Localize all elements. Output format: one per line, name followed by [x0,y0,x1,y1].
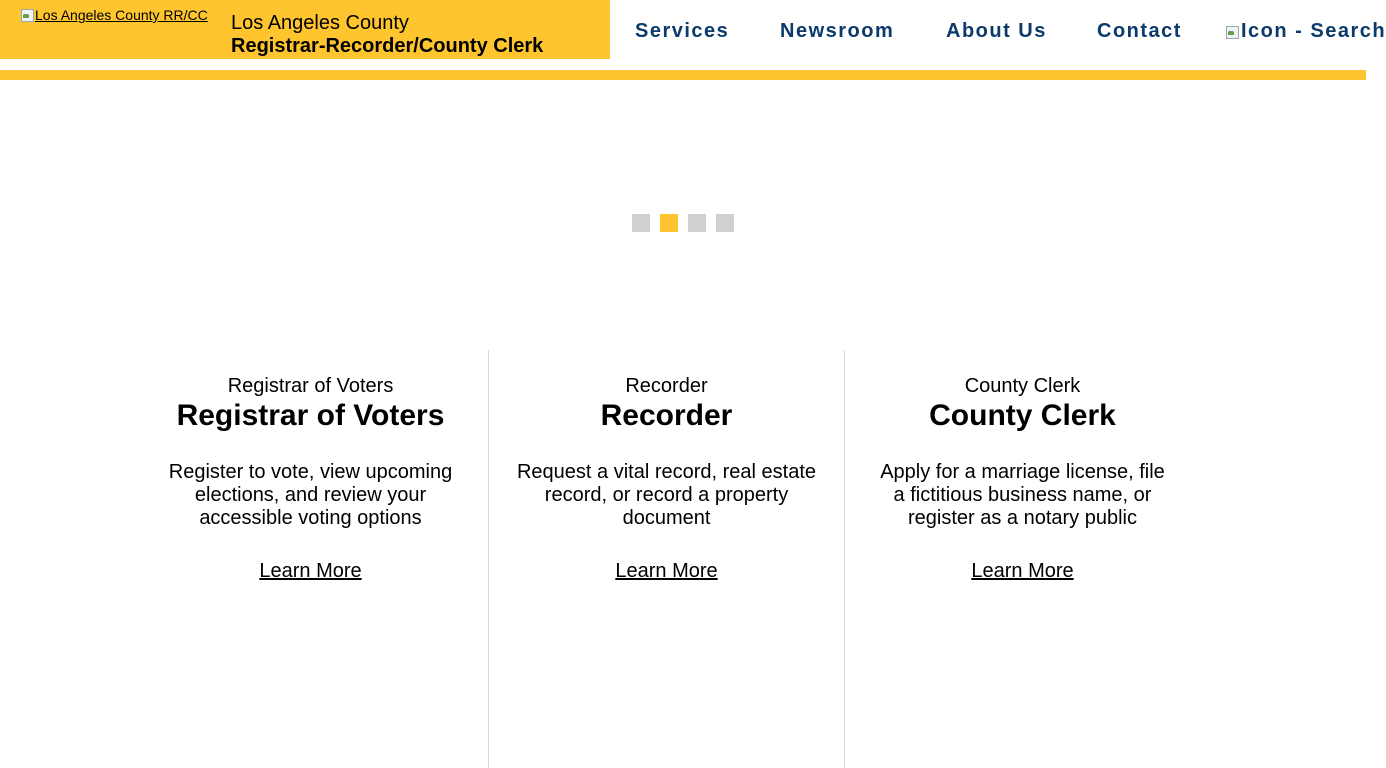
card-description: Request a vital record, real estate record, or record a property document [516,461,817,529]
site-logo-link[interactable] [20,7,208,23]
card-county-clerk [844,350,1200,768]
site-title-department: Registrar-Recorder/County Clerk [231,35,544,57]
card-recorder [488,350,844,768]
card-title: County Clerk [929,399,1116,432]
site-header [0,0,1386,70]
learn-more-link[interactable]: Learn More [259,560,362,582]
brand-block [0,0,610,59]
card-image-county-clerk: County Clerk [964,375,1081,397]
card-description: Register to vote, view upcoming elections, and review your accessible voting options [168,461,453,529]
header-accent-bar [0,70,1366,80]
learn-more-link[interactable]: Learn More [615,560,718,582]
site-title-county: Los Angeles County [231,12,409,34]
search-alt-text: Icon - Search [1241,20,1386,42]
card-registrar-of-voters [133,350,488,768]
site-title [231,12,543,58]
card-image-recorder: Recorder [625,375,708,397]
card-title: Recorder [600,399,733,432]
service-cards [133,350,1201,768]
nav-newsroom[interactable]: Newsroom [780,20,895,42]
carousel-dot-4[interactable] [716,214,734,232]
card-image-registrar: Registrar of Voters [227,375,394,397]
search-button[interactable] [1225,20,1386,43]
broken-image-icon [20,8,34,22]
card-title: Registrar of Voters [176,399,445,432]
carousel-dot-1[interactable] [632,214,650,232]
card-description: Apply for a marriage license, file a fictitious business name, or register as a notary public [880,461,1165,529]
nav-services[interactable]: Services [635,20,730,42]
nav-about-us[interactable]: About Us [946,20,1047,42]
search-icon [1225,25,1239,39]
site-logo-alt-text: Los Angeles County RR/CC [35,7,208,23]
carousel-dot-2[interactable] [660,214,678,232]
learn-more-link[interactable]: Learn More [971,560,1074,582]
nav-contact[interactable]: Contact [1097,20,1182,42]
carousel-dot-3[interactable] [688,214,706,232]
